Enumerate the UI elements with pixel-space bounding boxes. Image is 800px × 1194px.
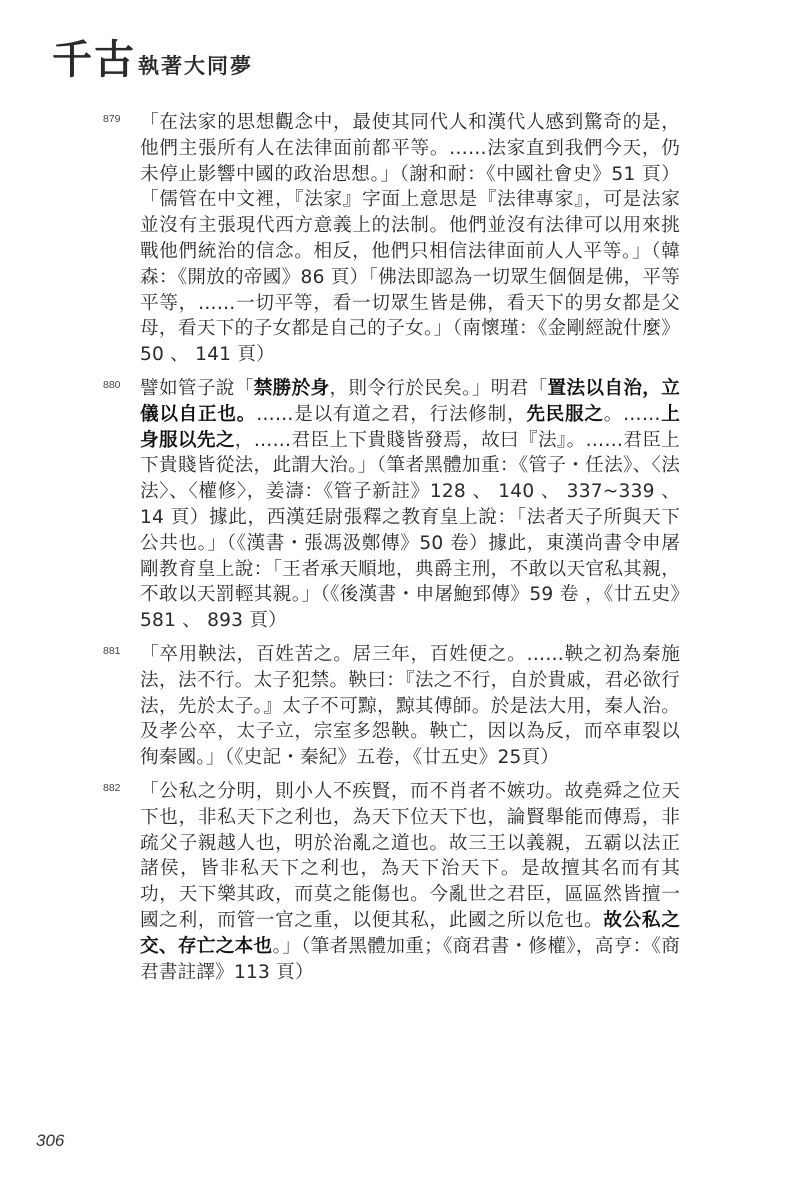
footnote-number: 879 xyxy=(103,113,121,125)
footnote-text xyxy=(140,779,680,985)
text-segment: 「在法家的思想觀念中，最使其同代人和漢代人感到驚奇的是，他們主張所有人在法律面前都平等。……法家直到我們今天，仍未停止影響中國的政治思想。」（謝和耐：《中國社會史》51 頁）「儒管在中文裡，『法家』字面上意思是『法律專家』，可是法家並沒有主張現代西方意義上的法制。他們並沒有法律可以用來挑戰他們統治的信念。相反，他們只相信法律面前人人平等。」（韓森：《開放的帝國》86 頁）「佛法即認為一切眾生個個是佛，平等平等，……一切平等，看一切眾生皆是佛，看天下的男女都是父母，看天下的子女都是自己的子女。」（南懷瑾：《金剛經說什麼》50 、 141 頁） xyxy=(140,112,680,366)
text-segment: 譬如管子說「 xyxy=(140,377,254,399)
page-number: 306 xyxy=(36,1131,65,1150)
bold-emphasis: 禁勝於身 xyxy=(253,377,330,399)
footnote-number: 881 xyxy=(103,644,121,657)
footnote xyxy=(98,376,698,634)
footnote xyxy=(98,642,698,771)
running-header xyxy=(52,28,253,85)
text-segment: 。」（筆者黑體加重；《商君書・修權》，高亨：《商君書註譯》113 頁） xyxy=(140,935,680,983)
text-segment: 「卒用鞅法，百姓苦之。居三年，百姓便之。……鞅之初為秦施法，法不行。太子犯禁。鞅曰：『法之不行，自於貴戚，君必欲行法，先於太子。』太子不可黥，黥其傅師。於是法大用，秦人治。及孝公卒，太子立，宗室多怨鞅。鞅亡，因以為反，而卒車裂以徇秦國。」（《史記・秦紀》五卷，《廿五史》25頁） xyxy=(140,643,680,769)
footnote xyxy=(98,110,698,368)
bold-emphasis: 上身服以先之 xyxy=(140,403,680,451)
footnote xyxy=(98,779,698,985)
bold-emphasis: 先民服之 xyxy=(526,403,604,425)
footnote-text xyxy=(140,642,680,771)
text-segment: 「公私之分明，則小人不疾賢，而不肖者不嫉功。故堯舜之位天下也，非私天下之利也，為天下位天下也，論賢舉能而傳焉，非疏父子親越人也，明於治亂之道也。故三王以義親，五霸以法正諸侯，皆非私天下之利也，為天下治天下。是故擅其名而有其功，天下樂其政，而莫之能傷也。今亂世之君臣，區區然皆擅一國之利，而管一官之重，以便其私，此國之所以危也。 xyxy=(140,780,680,931)
text-segment: 。…… xyxy=(603,403,661,425)
footnote-text xyxy=(140,110,680,368)
text-segment: ……是以有道之君，行法修制， xyxy=(256,403,527,425)
footnote-number: 882 xyxy=(103,781,121,794)
footnote-number: 880 xyxy=(103,378,121,391)
bold-emphasis: 故公私之交、存亡之本也 xyxy=(140,909,680,957)
text-segment: ，則令行於民矣。」明君「 xyxy=(329,377,548,399)
text-segment: ，……君臣上下貴賤皆發焉，故曰『法』。……君臣上下貴賤皆從法，此謂大治。」（筆者黑體加重：《管子・任法》、〈法法〉、〈權修〉，姜濤：《管子新註》128 、 140 、 337~339 、 14 頁）據此，西漢廷尉張釋之教育皇上說：「法者天子所與天下公共也。」（《漢書・張馮汲鄭傳》50 卷）據此，東漢尚書令申屠剛教育皇上說：「王者承天順地，典爵主刑，不敢以天官私其親，不敢以天罰輕其親。」（《後漢書・申屠鮑郅傳》59 卷 ，《廿五史》581 、 893 頁） xyxy=(140,429,680,632)
footnotes-section xyxy=(98,110,698,993)
bold-emphasis: 置法以自治，立儀以自正也。 xyxy=(140,377,680,425)
header-title-large: 千古 xyxy=(52,36,136,83)
footnote-text xyxy=(140,376,680,634)
header-title-small: 執著大同夢 xyxy=(138,53,253,78)
